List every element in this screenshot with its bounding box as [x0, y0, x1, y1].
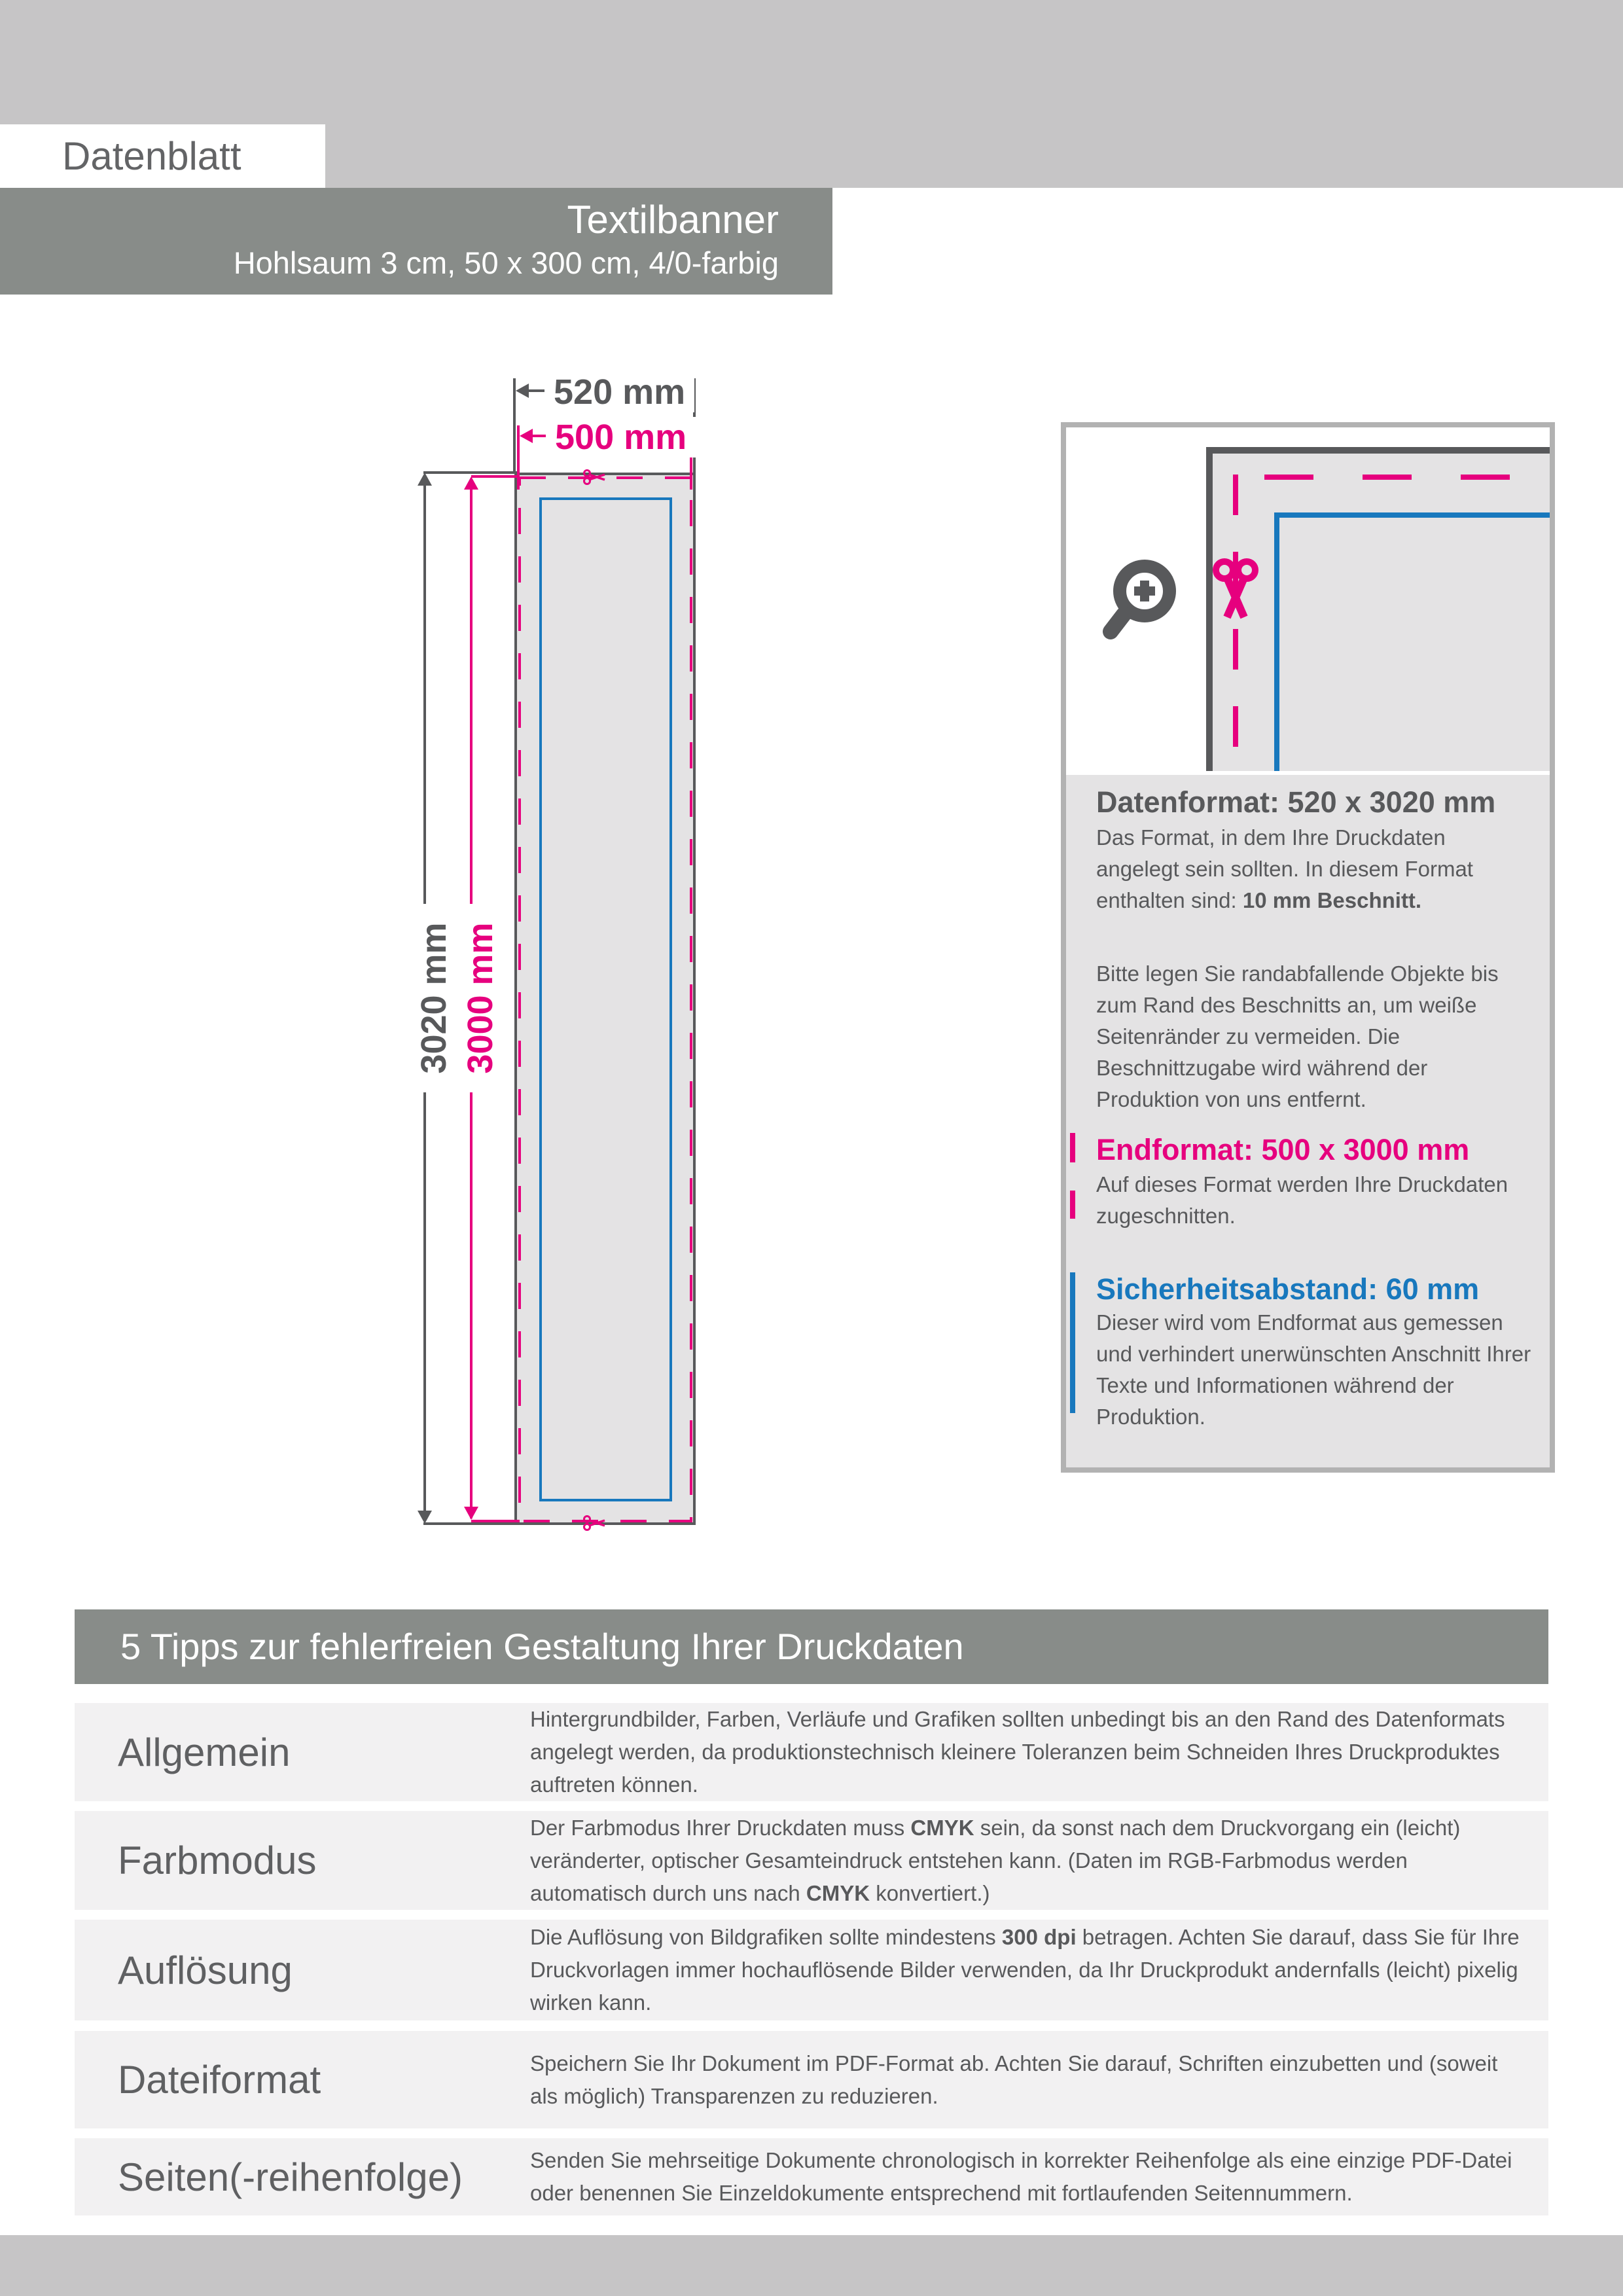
- product-variant: Hohlsaum 3 cm, 50 x 300 cm, 4/0-farbig: [233, 245, 779, 280]
- tips-row-label: Seiten(-reihenfolge): [118, 2155, 463, 2199]
- tips-row-farbmodus: [75, 1811, 1548, 1910]
- format-info-panel: [1066, 775, 1550, 1467]
- tips-row-label: Dateiformat: [118, 2058, 321, 2102]
- dim-500-label: 500 mm: [546, 417, 696, 457]
- dim-3000-conn-top: [471, 475, 520, 478]
- sicherheitsabstand-text: Dieser wird vom Endformat aus gemessen und verhindert unerwünschten Anschnitt Ihrer Texte und Informationen während der Produktion.: [1096, 1310, 1531, 1429]
- endformat-heading: Endformat: 500 x 3000 mm: [1096, 1133, 1470, 1166]
- section-endformat: [1096, 1133, 1531, 1232]
- section-sicherheitsabstand: [1096, 1272, 1531, 1433]
- tips-row-label: Farbmodus: [118, 1839, 317, 1882]
- dim-3000-conn-bottom: [471, 1520, 520, 1522]
- arrow-down-icon: [464, 1507, 478, 1520]
- doc-label: Datenblatt: [62, 134, 241, 178]
- arrow-down-icon: [418, 1511, 432, 1524]
- dim-3020-ext-top: [423, 471, 517, 474]
- tips-section: [75, 1609, 1548, 2215]
- section-datenformat: [1096, 785, 1531, 1115]
- product-header-bar: [0, 188, 832, 295]
- tips-row-seitenreihenfolge: [75, 2138, 1548, 2215]
- sicherheitsabstand-heading: Sicherheitsabstand: 60 mm: [1096, 1272, 1480, 1306]
- arrow-up-icon: [418, 473, 432, 486]
- tips-row-text: Der Farbmodus Ihrer Druckdaten muss CMYK sein, da sonst nach dem Druckvorgang ein (leicht) veränderter, optischer Gesamteindruck entstehen kann. (Daten im RGB-Farbmodus werden automatisch durch uns nach CMYK konvertiert.): [530, 1815, 1461, 1905]
- zoom-detail-illustration: [1066, 427, 1550, 775]
- zoom-plus-icon: [1100, 556, 1189, 645]
- doc-label-box: [0, 124, 325, 188]
- datenformat-text-1: Das Format, in dem Ihre Druckdaten angelegt sein sollten. In diesem Format enthalten sind: 10 mm Beschnitt.: [1096, 825, 1473, 912]
- tips-row-allgemein: [75, 1703, 1548, 1801]
- tips-row-text: Speichern Sie Ihr Dokument im PDF-Format ab. Achten Sie darauf, Schriften einzubetten und (soweit als möglich) Transparenzen zu reduzieren.: [530, 2051, 1498, 2108]
- tips-row-aufloesung: [75, 1920, 1548, 2020]
- tips-row-dateiformat: [75, 2031, 1548, 2128]
- arrow-up-icon: [464, 476, 478, 490]
- bottom-gray-band: [0, 2235, 1623, 2296]
- illus-safety-edge-h: [1279, 512, 1550, 518]
- datenformat-heading: Datenformat: 520 x 3020 mm: [1096, 785, 1496, 819]
- arrow-left-icon: [516, 384, 529, 398]
- illus-endformat-dash-h: [1238, 475, 1550, 480]
- dim-3020-label: 3020 mm: [416, 904, 452, 1092]
- scissors-icon: [1209, 557, 1262, 620]
- illus-banner-fill: [1213, 454, 1550, 771]
- scissors-icon: [582, 1513, 607, 1533]
- info-box: [1061, 422, 1555, 1473]
- tips-row-label: Allgemein: [118, 1730, 291, 1774]
- tips-row-text: Hintergrundbilder, Farben, Verläufe und Grafiken sollten unbedingt bis an den Rand des Datenformats angelegt werden, da produktionstechnisch kleinere Toleranzen beim Schneiden Ihres Druckproduktes auftreten können.: [530, 1707, 1505, 1797]
- tips-title-bar: 5 Tipps zur fehlerfreien Gestaltung Ihrer Druckdaten: [75, 1609, 1548, 1684]
- illus-datenformat-edge-h: [1206, 447, 1550, 454]
- illus-safety-edge-v: [1274, 512, 1279, 771]
- scissors-icon: [582, 467, 607, 487]
- dim-520-label: 520 mm: [544, 372, 694, 412]
- illus-endformat-dash-v: [1233, 475, 1238, 771]
- product-title: Textilbanner: [567, 198, 779, 242]
- dim-3000-label: 3000 mm: [462, 904, 499, 1092]
- datenformat-text-2: Bitte legen Sie randabfallende Objekte bis zum Rand des Beschnitts an, um weiße Seitenränder zu vermeiden. Die Beschnittzugabe wird während der Produktion von uns entfernt.: [1096, 961, 1499, 1111]
- sicherheitsabstand-rect: [539, 497, 672, 1501]
- tips-row-text: Senden Sie mehrseitige Dokumente chronologisch in korrekter Reihenfolge als eine einzige PDF-Datei oder benennen Sie Einzeldokumente entsprechend mit fortlaufenden Seitennummern.: [530, 2148, 1512, 2205]
- endformat-text: Auf dieses Format werden Ihre Druckdaten zugeschnitten.: [1096, 1172, 1508, 1228]
- dim-3020-ext-bottom: [423, 1522, 517, 1525]
- endformat-marker-bar: [1070, 1133, 1075, 1219]
- sicherheitsabstand-marker-bar: [1070, 1272, 1075, 1413]
- tips-row-label: Auflösung: [118, 1948, 293, 1992]
- tips-row-text: Die Auflösung von Bildgrafiken sollte mindestens 300 dpi betragen. Achten Sie darauf, dass Sie für Ihre Druckvorlagen immer hochauflösende Bilder verwenden, da Ihr Druckprodukt andernfalls (leicht) pixelig wirken kann.: [530, 1925, 1520, 2015]
- arrow-left-icon: [520, 429, 533, 443]
